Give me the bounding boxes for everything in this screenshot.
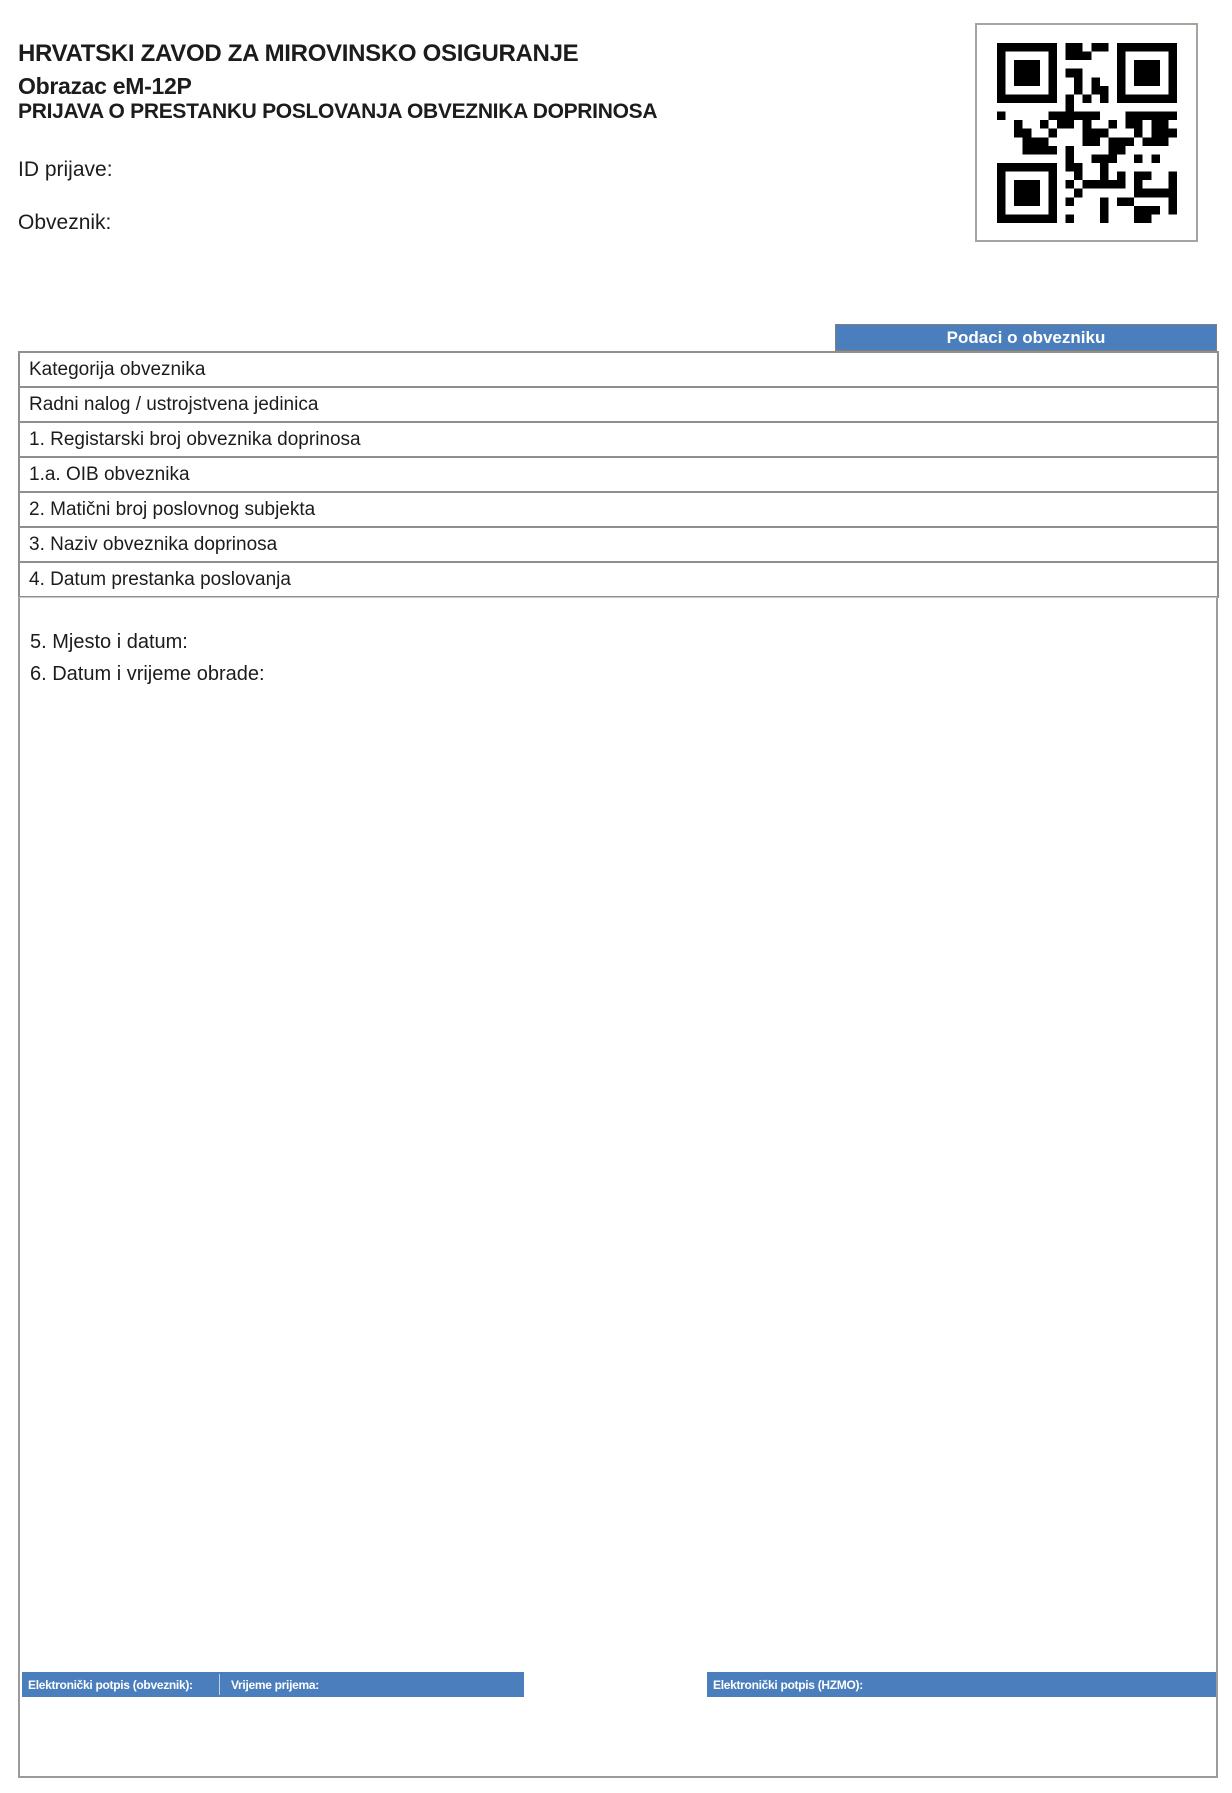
signature-bar-hzmo xyxy=(707,1672,1216,1697)
table-row-kategorija: Kategorija obveznika xyxy=(20,353,1217,388)
datum-i-vrijeme-obrade-row xyxy=(30,663,273,686)
table-row-maticni-broj: 2. Matični broj poslovnog subjekta xyxy=(20,493,1217,528)
mjesto-i-datum-label: 5. Mjesto i datum: xyxy=(30,631,188,653)
org-name: HRVATSKI ZAVOD ZA MIROVINSKO OSIGURANJE xyxy=(18,40,579,67)
id-prijave-row xyxy=(18,158,123,182)
table-row-registarski: 1. Registarski broj obveznika doprinosa xyxy=(20,423,1217,458)
table-row-naziv: 3. Naziv obveznika doprinosa xyxy=(20,528,1217,563)
section-title: Podaci o obvezniku xyxy=(946,327,1106,347)
obveznik-row xyxy=(18,211,121,235)
obveznik-label: Obveznik: xyxy=(18,211,112,234)
table-row-datum-prestanka: 4. Datum prestanka poslovanja xyxy=(20,563,1217,598)
signature-bar-obveznik xyxy=(22,1672,524,1697)
mjesto-i-datum-row xyxy=(30,631,196,654)
form-title: PRIJAVA O PRESTANKU POSLOVANJA OBVEZNIKA DOPRINOSA xyxy=(18,100,658,123)
table-row-radni-nalog: Radni nalog / ustrojstvena jedinica xyxy=(20,388,1217,423)
elektronicki-potpis-hzmo-label: Elektronički potpis (HZMO): xyxy=(713,1677,863,1692)
qr-code-icon xyxy=(997,43,1177,223)
vrijeme-prijema-label: Vrijeme prijema: xyxy=(231,1677,319,1692)
table-row-oib: 1.a. OIB obveznika xyxy=(20,458,1217,493)
section-header-podaci-o-obvezniku xyxy=(835,324,1217,351)
form-code: Obrazac eM-12P xyxy=(18,73,192,99)
signature-bar-divider xyxy=(219,1674,220,1695)
datum-i-vrijeme-obrade-label: 6. Datum i vrijeme obrade: xyxy=(30,663,265,685)
elektronicki-potpis-obveznik-label: Elektronički potpis (obveznik): xyxy=(28,1677,193,1692)
content-box xyxy=(18,597,1218,1778)
id-prijave-label: ID prijave: xyxy=(18,158,113,181)
qr-code-box xyxy=(975,23,1198,242)
obveznik-data-table xyxy=(18,351,1219,598)
